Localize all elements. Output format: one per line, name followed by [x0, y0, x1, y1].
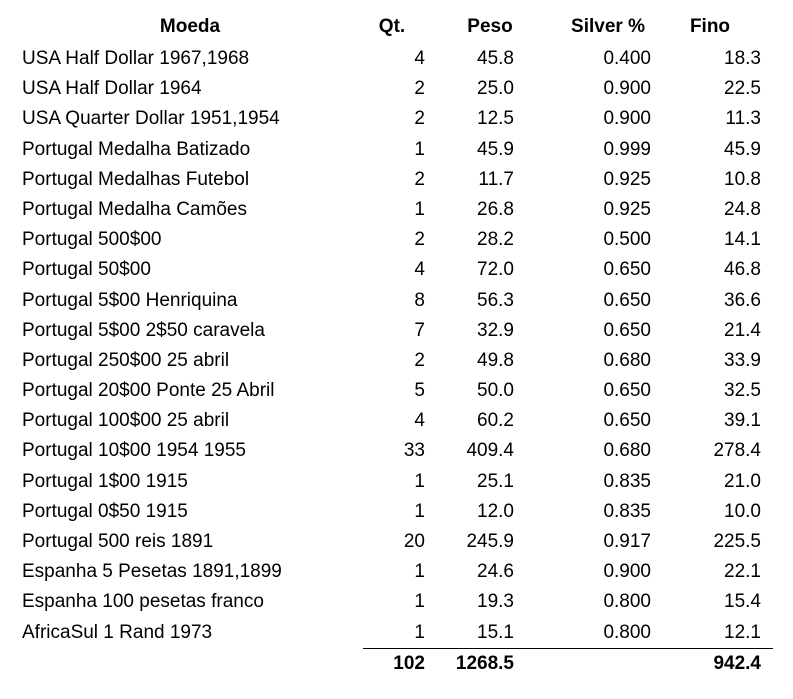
cell-moeda: Portugal Medalha Camões	[22, 198, 247, 220]
total-peso: 1268.5	[455, 652, 514, 674]
cell-qt: 8	[414, 289, 425, 311]
cell-qt: 4	[414, 259, 425, 281]
cell-silver: 0.835	[603, 500, 651, 522]
cell-moeda: USA Half Dollar 1964	[22, 78, 202, 100]
cell-silver: 0.500	[603, 229, 651, 251]
cell-moeda: Portugal 10$00 1954 1955	[22, 440, 246, 462]
table-row	[0, 406, 793, 436]
cell-moeda: Portugal Medalha Batizado	[22, 138, 251, 160]
cell-silver: 0.925	[603, 168, 651, 190]
cell-moeda: Espanha 5 Pesetas 1891,1899	[22, 561, 282, 583]
cell-moeda: USA Quarter Dollar 1951,1954	[22, 108, 280, 130]
cell-silver: 0.917	[603, 531, 651, 552]
header-qt: Qt.	[378, 16, 406, 37]
cell-fino: 12.1	[724, 621, 761, 643]
cell-qt: 1	[414, 470, 425, 492]
cell-qt: 2	[414, 168, 425, 190]
cell-peso: 12.0	[477, 500, 514, 522]
cell-fino: 21.0	[724, 470, 761, 492]
cell-qt: 1	[414, 198, 425, 220]
cell-peso: 49.8	[477, 349, 514, 371]
totals-row	[0, 648, 793, 680]
total-qt: 102	[393, 652, 425, 674]
cell-qt: 2	[414, 349, 425, 371]
cell-peso: 11.7	[478, 168, 514, 190]
table-row	[0, 135, 793, 165]
cell-silver: 0.900	[603, 561, 651, 583]
cell-moeda: Portugal 100$00 25 abril	[22, 410, 230, 432]
cell-qt: 2	[414, 108, 425, 130]
table-row	[0, 436, 793, 466]
cell-silver: 0.900	[603, 78, 651, 100]
cell-qt: 1	[414, 138, 425, 160]
total-fino: 942.4	[713, 652, 761, 674]
cell-qt: 33	[403, 440, 425, 462]
cell-peso: 32.9	[477, 319, 514, 341]
table-row	[0, 587, 793, 617]
cell-fino: 33.9	[724, 349, 761, 371]
cell-moeda: AfricaSul 1 Rand 1973	[22, 621, 213, 643]
table-row	[0, 376, 793, 406]
cell-peso: 45.9	[477, 138, 514, 160]
cell-fino: 18.3	[724, 48, 761, 69]
cell-peso: 15.1	[477, 621, 514, 643]
cell-qt: 2	[414, 229, 425, 251]
cell-moeda: Portugal 20$00 Ponte 25 Abril	[22, 380, 275, 402]
table-row	[0, 557, 793, 587]
cell-fino: 10.0	[724, 500, 761, 522]
cell-peso: 245.9	[466, 531, 514, 552]
cell-peso: 72.0	[477, 259, 514, 281]
cell-silver: 0.650	[603, 410, 651, 432]
cell-fino: 21.4	[724, 319, 761, 341]
coin-silver-table	[0, 10, 793, 680]
cell-moeda: Portugal 1$00 1915	[22, 470, 188, 492]
table-row	[0, 165, 793, 195]
header-peso: Peso	[467, 16, 513, 37]
table-row	[0, 497, 793, 527]
cell-peso: 45.8	[477, 48, 514, 69]
cell-peso: 25.0	[477, 78, 514, 100]
cell-fino: 225.5	[713, 531, 761, 552]
table-row	[0, 225, 793, 255]
cell-qt: 1	[414, 591, 425, 613]
cell-silver: 0.650	[603, 319, 651, 341]
cell-qt: 2	[414, 78, 425, 100]
cell-silver: 0.925	[603, 198, 651, 220]
cell-silver: 0.650	[603, 259, 651, 281]
cell-fino: 10.8	[724, 168, 761, 190]
cell-moeda: Portugal 250$00 25 abril	[22, 349, 230, 371]
cell-peso: 409.4	[466, 440, 514, 462]
cell-fino: 46.8	[724, 259, 761, 281]
cell-silver: 0.650	[603, 289, 651, 311]
cell-moeda: Portugal 500 reis 1891	[22, 531, 214, 552]
cell-silver: 0.999	[603, 138, 651, 160]
cell-silver: 0.800	[603, 591, 651, 613]
table-row	[0, 74, 793, 104]
cell-moeda: Espanha 100 pesetas franco	[22, 591, 264, 613]
cell-fino: 36.6	[724, 289, 761, 311]
table-row	[0, 255, 793, 285]
cell-moeda: Portugal 0$50 1915	[22, 500, 188, 522]
table-row	[0, 104, 793, 134]
table-body	[0, 44, 793, 648]
cell-silver: 0.900	[603, 108, 651, 130]
cell-qt: 1	[414, 621, 425, 643]
cell-fino: 278.4	[713, 440, 761, 462]
cell-fino: 22.5	[724, 78, 761, 100]
cell-silver: 0.835	[603, 470, 651, 492]
table-header-row	[0, 10, 793, 44]
cell-silver: 0.680	[603, 440, 651, 462]
cell-peso: 56.3	[477, 289, 514, 311]
table-row	[0, 195, 793, 225]
cell-peso: 24.6	[477, 561, 514, 583]
table-row	[0, 44, 793, 74]
cell-peso: 19.3	[477, 591, 514, 613]
table-row	[0, 618, 793, 648]
cell-moeda: Portugal 50$00	[22, 259, 151, 281]
header-silver: Silver %	[571, 16, 645, 37]
cell-silver: 0.800	[603, 621, 651, 643]
cell-peso: 25.1	[477, 470, 514, 492]
cell-qt: 20	[403, 531, 425, 552]
cell-moeda: Portugal Medalhas Futebol	[22, 168, 250, 190]
cell-peso: 50.0	[477, 380, 514, 402]
cell-qt: 7	[414, 319, 425, 341]
cell-qt: 4	[414, 48, 425, 69]
cell-fino: 11.3	[725, 108, 761, 130]
cell-fino: 15.4	[724, 591, 761, 613]
cell-fino: 24.8	[724, 198, 761, 220]
table-row	[0, 316, 793, 346]
cell-fino: 39.1	[724, 410, 761, 432]
cell-fino: 45.9	[724, 138, 761, 160]
cell-moeda: Portugal 5$00 2$50 caravela	[22, 319, 265, 341]
cell-peso: 60.2	[477, 410, 514, 432]
cell-qt: 1	[414, 500, 425, 522]
cell-fino: 22.1	[724, 561, 761, 583]
cell-silver: 0.680	[603, 349, 651, 371]
cell-moeda: Portugal 500$00	[22, 229, 162, 251]
table-row	[0, 527, 793, 557]
header-moeda: Moeda	[159, 16, 221, 37]
cell-silver: 0.400	[603, 48, 651, 69]
cell-fino: 32.5	[724, 380, 761, 402]
table-row	[0, 346, 793, 376]
cell-qt: 1	[414, 561, 425, 583]
cell-silver: 0.650	[603, 380, 651, 402]
table-row	[0, 467, 793, 497]
header-fino: Fino	[689, 16, 731, 37]
cell-qt: 5	[414, 380, 425, 402]
cell-fino: 14.1	[724, 229, 761, 251]
cell-peso: 28.2	[477, 229, 514, 251]
table-row	[0, 286, 793, 316]
cell-moeda: Portugal 5$00 Henriquina	[22, 289, 238, 311]
cell-moeda: USA Half Dollar 1967,1968	[22, 48, 250, 69]
cell-peso: 26.8	[477, 198, 514, 220]
cell-peso: 12.5	[477, 108, 514, 130]
cell-qt: 4	[414, 410, 425, 432]
